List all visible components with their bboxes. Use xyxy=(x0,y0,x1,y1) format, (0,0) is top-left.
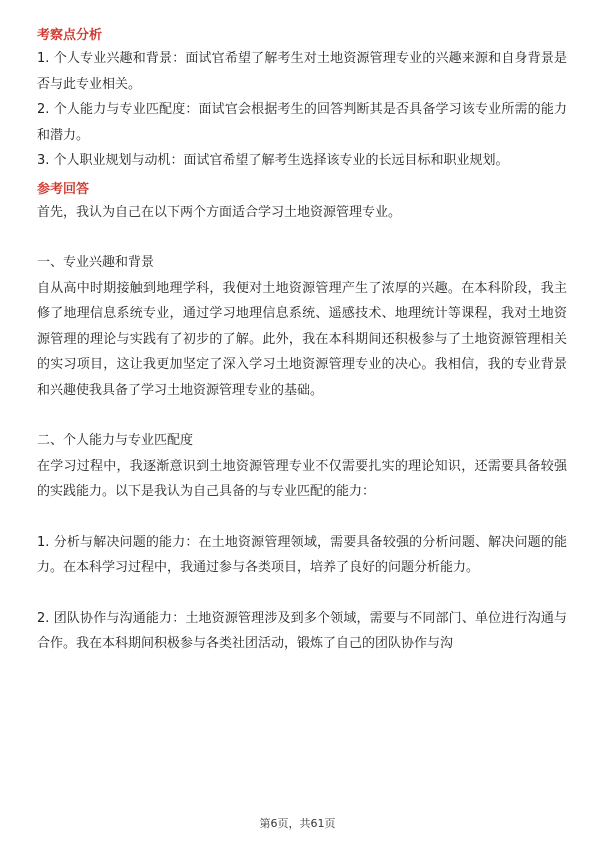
document-page xyxy=(37,26,567,657)
section-1-heading: 一、专业兴趣和背景 xyxy=(37,255,155,270)
section-2-heading: 二、个人能力与专业匹配度 xyxy=(37,433,194,448)
section-1-body: 自从高中时期接触到地理学科，我便对土地资源管理产生了浓厚的兴趣。在本科阶段，我主修了地理信息系统专业，通过学习地理信息系统、遥感技术、地理统计等课程，我对土地资源管理的理论与实践有了初步的了解。此外，我在本科期间还积极参与了土地资源管理相关的实习项目，这让我更加坚定了深入学习土地资源管理专业的决心。我相信，我的专业背景和兴趣使我具备了学习土地资源管理专业的基础。 xyxy=(37,280,567,398)
section-2-item-1: 1. 分析与解决问题的能力：在土地资源管理领域，需要具备较强的分析问题、解决问题的能力。在本科学习过程中，我通过参与各类项目，培养了良好的问题分析能力。 xyxy=(37,534,567,575)
section-2-body: 在学习过程中，我逐渐意识到土地资源管理专业不仅需要扎实的理论知识，还需要具备较强的实践能力。以下是我认为自己具备的与专业匹配的能力： xyxy=(37,458,567,499)
answer-intro: 首先，我认为自己在以下两个方面适合学习土地资源管理专业。 xyxy=(37,204,402,220)
answer-heading: 参考回答 xyxy=(37,181,90,197)
analysis-point-3: 3. 个人职业规划与动机：面试官希望了解考生选择该专业的长远目标和职业规划。 xyxy=(37,153,509,168)
page-number: 第6页，共61页 xyxy=(259,817,336,830)
analysis-point-2: 2. 个人能力与专业匹配度：面试官会根据考生的回答判断其是否具备学习该专业所需的能力和潜力。 xyxy=(37,102,567,143)
analysis-heading: 考察点分析 xyxy=(37,28,103,43)
analysis-point-1: 1. 个人专业兴趣和背景：面试官希望了解考生对土地资源管理专业的兴趣来源和自身背景是否与此专业相关。 xyxy=(37,51,567,92)
section-2-item-2: 2. 团队协作与沟通能力：土地资源管理涉及到多个领域，需要与不同部门、单位进行沟通与合作。我在本科期间积极参与各类社团活动，锻炼了自己的团队协作与沟 xyxy=(37,610,567,651)
